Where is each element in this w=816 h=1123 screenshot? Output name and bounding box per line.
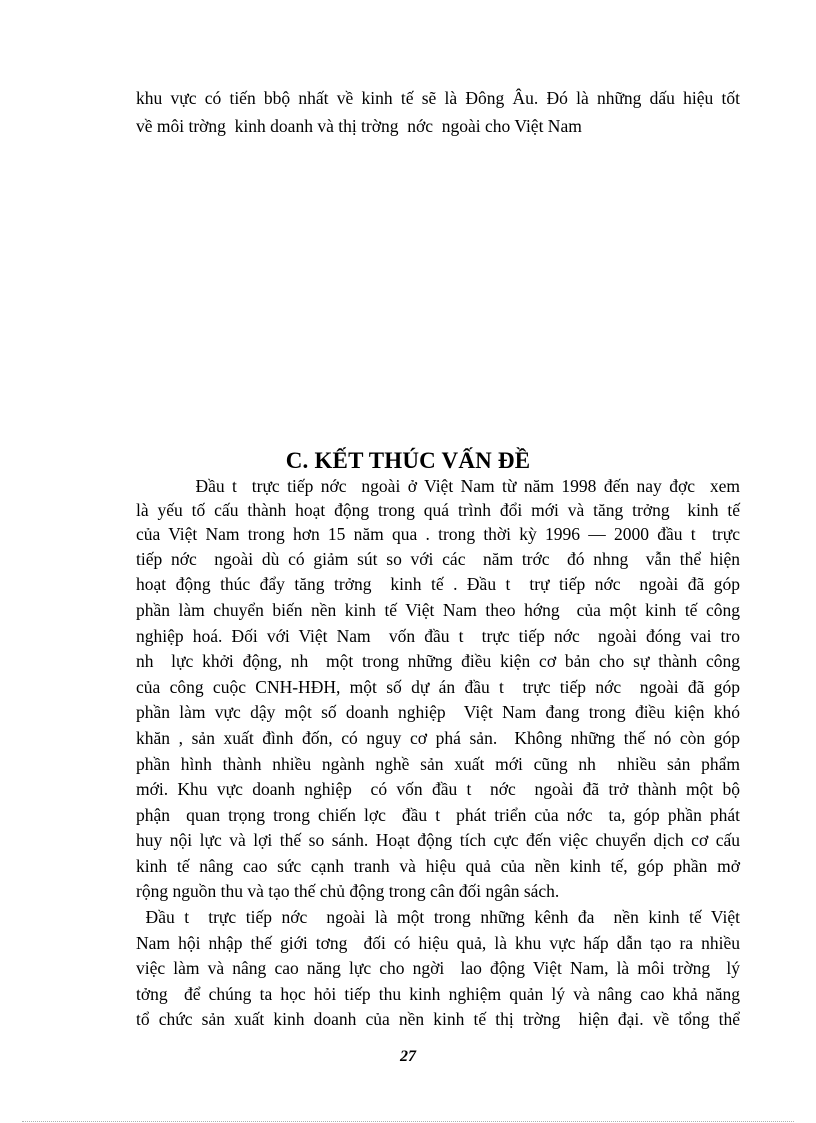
page-number: 27 bbox=[400, 1048, 416, 1065]
body-line: huy nội lực và lợi thế so sánh. Hoạt động tích cực đến việc chuyển dịch cơ cấu bbox=[136, 830, 740, 850]
body-line: rộng nguồn thu và tạo thế chủ động trong cân đối ngân sách. bbox=[136, 881, 560, 901]
body-line: hoạt động thúc đẩy tăng trởng kinh tế . Đầu t trự tiếp nớc ngoài đã góp bbox=[136, 574, 740, 594]
section-heading: C. KẾT THÚC VẤN ĐỀ bbox=[285, 448, 531, 473]
body-line: nghiệp hoá. Đối với Việt Nam vốn đầu t trực tiếp nớc ngoài đóng vai tro bbox=[136, 626, 740, 646]
body-line: phần hình thành nhiều ngành nghề sản xuất mới cũng nh nhiều sản phẩm bbox=[136, 754, 740, 774]
body-line: phần làm chuyển biến nền kinh tế Việt Nam theo hớng của một kinh tế công bbox=[136, 600, 740, 620]
body-line: của Việt Nam trong hơn 15 năm qua . trong thời kỳ 1996 — 2000 đầu t trực bbox=[136, 524, 740, 544]
body-line: tổ chức sản xuất kinh doanh của nền kinh tế thị trờng hiện đại. về tổng thể bbox=[136, 1009, 740, 1029]
body-line: phận quan trọng trong chiến lợc đầu t phát triển của nớc ta, góp phần phát bbox=[136, 805, 740, 825]
body-line: việc làm và nâng cao năng lực cho ngời lao động Việt Nam, là môi trờng lý bbox=[136, 958, 740, 978]
body-line: tởng để chúng ta học hỏi tiếp thu kinh nghiệm quản lý và nâng cao khả năng bbox=[136, 984, 740, 1004]
body-line: nh lực khởi động, nh một trong những điều kiện cơ bản cho sự thành công bbox=[136, 651, 740, 671]
body-line: mới. Khu vực doanh nghiệp có vốn đầu t nớc ngoài đã trở thành một bộ bbox=[136, 779, 740, 799]
paragraph-line: khu vực có tiến bbộ nhất về kinh tế sẽ là Đông Âu. Đó là những dấu hiệu tốt bbox=[136, 88, 740, 108]
body-line: kinh tế nâng cao sức cạnh tranh và hiệu quả của nền kinh tế, góp phần mở bbox=[136, 856, 740, 876]
body-line: khăn , sản xuất đình đốn, có nguy cơ phá sản. Không những thế nó còn góp bbox=[136, 728, 740, 748]
body-line: Đầu t trực tiếp nớc ngoài là một trong những kênh đa nền kinh tế Việt bbox=[136, 907, 740, 927]
body-line: của công cuộc CNH-HĐH, một số dự án đầu t trực tiếp nớc ngoài đã góp bbox=[136, 677, 740, 697]
footer-divider bbox=[22, 1121, 794, 1122]
body-line: là yếu tố cấu thành hoạt động trong quá trình đổi mới và tăng trởng kinh tế bbox=[136, 500, 740, 520]
paragraph-line: về môi trờng kinh doanh và thị trờng nớc ngoài cho Việt Nam bbox=[136, 116, 582, 136]
body-line: Nam hội nhập thế giới tơng đối có hiệu quả, là khu vực hấp dẫn tạo ra nhiều bbox=[136, 933, 740, 953]
body-line: phần làm vực dậy một số doanh nghiệp Việt Nam đang trong điều kiện khó bbox=[136, 702, 740, 722]
body-line: Đầu t trực tiếp nớc ngoài ở Việt Nam từ năm 1998 đến nay đợc xem bbox=[136, 476, 740, 496]
body-line: tiếp nớc ngoài dù có giảm sút so với các năm trớc đó nhng vẫn thể hiện bbox=[136, 549, 740, 569]
